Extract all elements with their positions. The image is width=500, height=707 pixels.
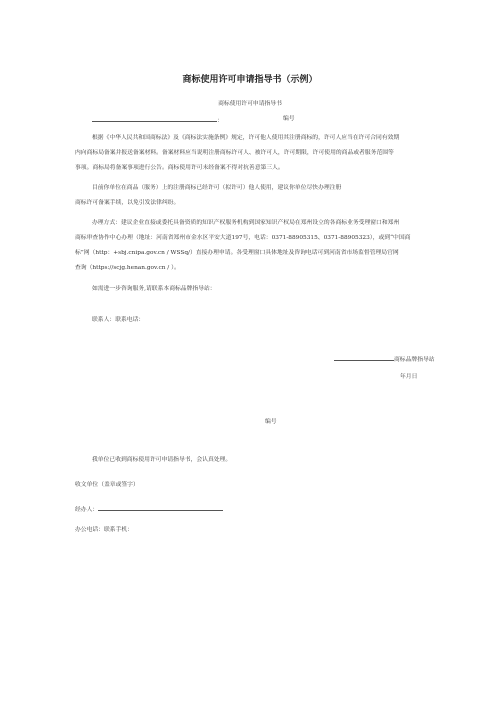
- para3-line3: 标”网（http：+sbj.cnipa.gov.cn / WSSq/）直接办理申请。各受理窗口具体地址及咨询电话可到河南省市场监督管理局官网: [75, 250, 399, 256]
- office-phone-line: 办公电话：联系手机：: [75, 527, 133, 533]
- recipient-blank: [92, 115, 217, 122]
- station-blank: [334, 354, 394, 361]
- handler-line: [75, 504, 223, 514]
- para1-line2: 内向商标局备案并报送备案材料。备案材料应当说明注册商标许可人、被许可人，许可期限，许可使用的商品或者服务范围等: [75, 150, 394, 156]
- document-subtitle: 商标使用许可申请指导书: [218, 101, 282, 107]
- station-suffix: 商标品牌指导站: [394, 357, 435, 363]
- number-label-top: 编号: [283, 116, 295, 122]
- para4: 如需进一步咨询服务,请联系本商标品牌指导站：: [92, 286, 216, 292]
- para1-line1: 根据《中华人民共和国商标法》及《商标法实施条例》规定，许可他人使用其注册商标的，许可人应当在许可合同有效期: [92, 135, 400, 141]
- para1-line3: 事项。商标局将备案事项进行公告。商标使用许可未经备案不得对抗善意第三人。: [75, 165, 284, 171]
- para2-line1: 目前你单位在商品（服务）上的注册商标已经许可（拟许可）他人使用，建议你单位尽快办理注册: [92, 185, 342, 191]
- recipient-line: [92, 115, 223, 125]
- handler-label: 经办人：: [75, 507, 99, 513]
- contact-line: 联系人：联系电话：: [92, 317, 145, 323]
- receiver-label: 收文单位（盖章或签字）: [75, 482, 139, 488]
- handler-blank: [98, 504, 223, 511]
- para2-line2: 商标许可备案手续，以免引发法律纠纷。: [75, 200, 180, 206]
- document-title: 商标使用许可申请指导书（示例）: [182, 75, 318, 85]
- para3-line4: 查询（https://scjg.henan.gov.cn / ）。: [75, 265, 180, 271]
- recipient-suffix: ：: [217, 118, 223, 124]
- para3-line2: 商标审查协作中心办理（地址：河南省郑州市金水区平安大道197号，电话：0371-88905315、0371-88905323），或到“中国商: [75, 235, 411, 241]
- receipt-text: 我单位已收到商标使用许可申请指导书，会认真处理。: [92, 457, 232, 463]
- station-line: [334, 354, 435, 364]
- date-label: 年月日: [400, 374, 418, 380]
- para3-line1: 办理方式：建议企业直接或委托具备资质的知识产权服务机构到国家知识产权局在郑州设立的各商标业务受理窗口和郑州: [92, 220, 400, 226]
- number-label-bottom: 编号: [265, 419, 277, 425]
